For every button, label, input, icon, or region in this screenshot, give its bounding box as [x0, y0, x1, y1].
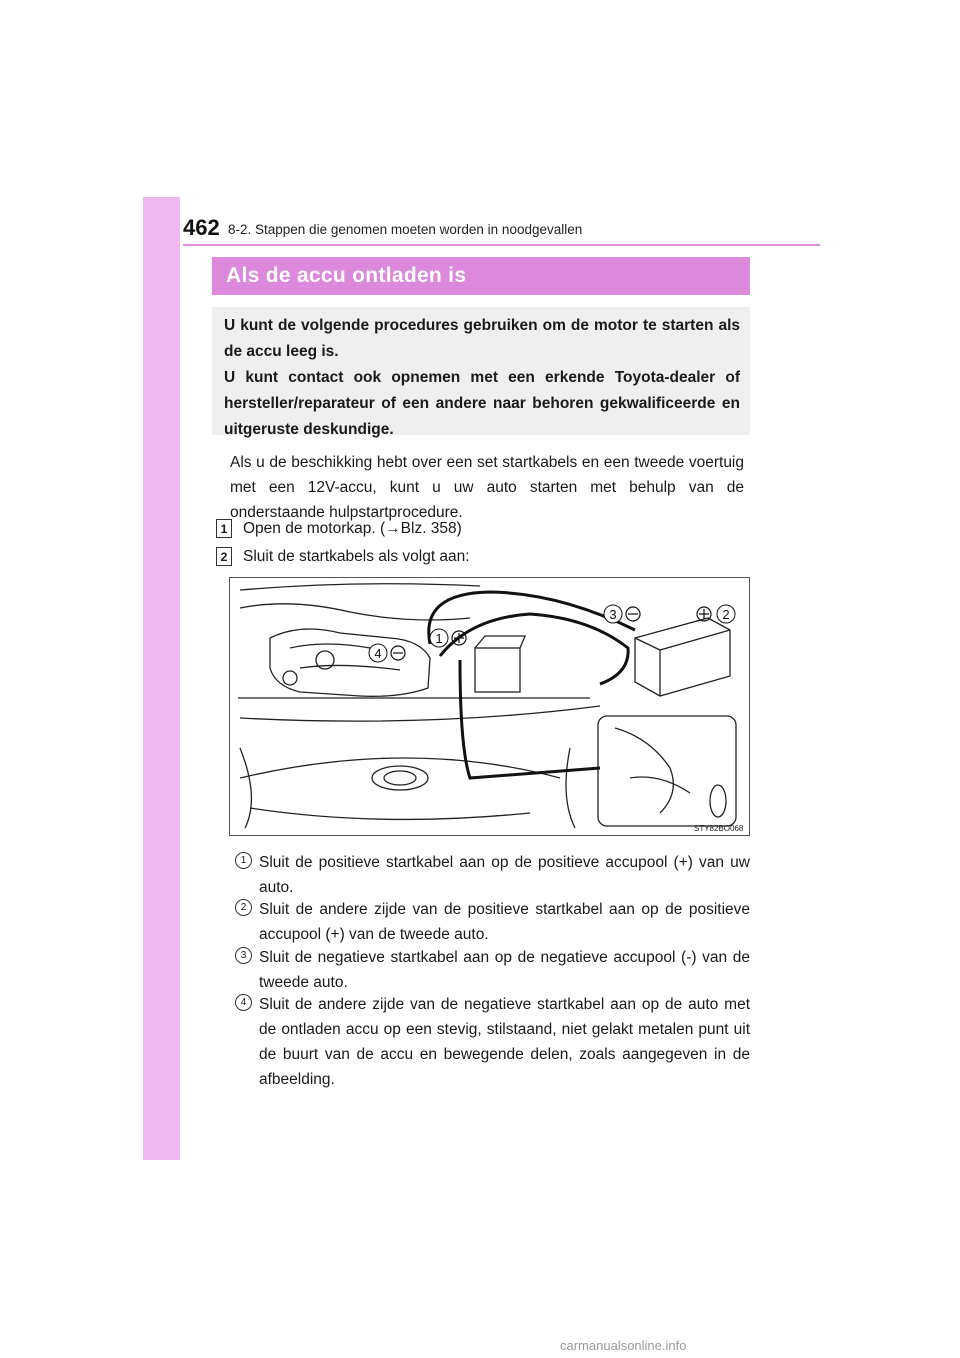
- sub-step-2: [235, 897, 750, 947]
- header-rule: [183, 244, 820, 246]
- step-text-2: Sluit de startkabels als volgt aan:: [243, 548, 470, 565]
- sub-step-1: [235, 850, 750, 900]
- figure-label-3: 3: [609, 607, 617, 622]
- sub-step-text-4: Sluit de andere zijde van de negatieve startkabel aan op de auto met de ontladen accu op een stevig, stilstaand, niet gelakt metalen punt uit de buurt van de accu en bewegende delen, zoals aangegeven in de afbeelding.: [259, 996, 750, 1088]
- sub-step-number-2: 2: [235, 899, 252, 916]
- sub-step-4: [235, 992, 750, 1092]
- running-head: 8-2. Stappen die genomen moeten worden in noodgevallen: [228, 222, 583, 237]
- figure-label-4: 4: [374, 646, 382, 661]
- section-title: Als de accu ontladen is: [212, 257, 750, 295]
- sub-step-3: [235, 945, 750, 995]
- sub-step-number-4: 4: [235, 994, 252, 1011]
- intro-box: [212, 307, 750, 438]
- sub-step-number-1: 1: [235, 852, 252, 869]
- intro-line-2: U kunt contact ook opnemen met een erkende Toyota-dealer of hersteller/reparateur of een andere naar behoren gekwalificeerde en uitgeruste deskundige.: [224, 369, 740, 438]
- sub-step-text-3: Sluit de negatieve startkabel aan op de negatieve accupool (-) van de tweede auto.: [259, 949, 750, 991]
- step-number-1: 1: [216, 519, 232, 538]
- step-2: [216, 546, 750, 570]
- sub-step-number-3: 3: [235, 947, 252, 964]
- figure-code: STY82BO068: [694, 824, 744, 833]
- step-number-2: 2: [216, 547, 232, 566]
- figure-label-2: 2: [722, 607, 730, 622]
- sub-step-text-1: Sluit de positieve startkabel aan op de positieve accupool (+) van uw auto.: [259, 854, 750, 896]
- sub-step-text-2: Sluit de andere zijde van de positieve startkabel aan op de positieve accupool (+) van de tweede auto.: [259, 901, 750, 943]
- watermark: carmanualsonline.info: [560, 1338, 687, 1353]
- engine-bay-drawing: [230, 578, 749, 835]
- step-1: [216, 518, 750, 542]
- step-text-1: Open de motorkap. (→Blz. 358): [243, 520, 462, 537]
- intro-line-1: U kunt de volgende procedures gebruiken om de motor te starten als de accu leeg is.: [224, 317, 740, 360]
- page-number: 462: [183, 215, 220, 240]
- figure-label-1: 1: [435, 631, 443, 646]
- body-paragraph: Als u de beschikking hebt over een set startkabels en een tweede voertuig met een 12V-accu, kunt u uw auto starten met behulp van de onderstaande hulpstartprocedure.: [230, 454, 744, 521]
- chapter-tab-bar: [143, 197, 180, 1160]
- jump-start-illustration: [229, 577, 750, 836]
